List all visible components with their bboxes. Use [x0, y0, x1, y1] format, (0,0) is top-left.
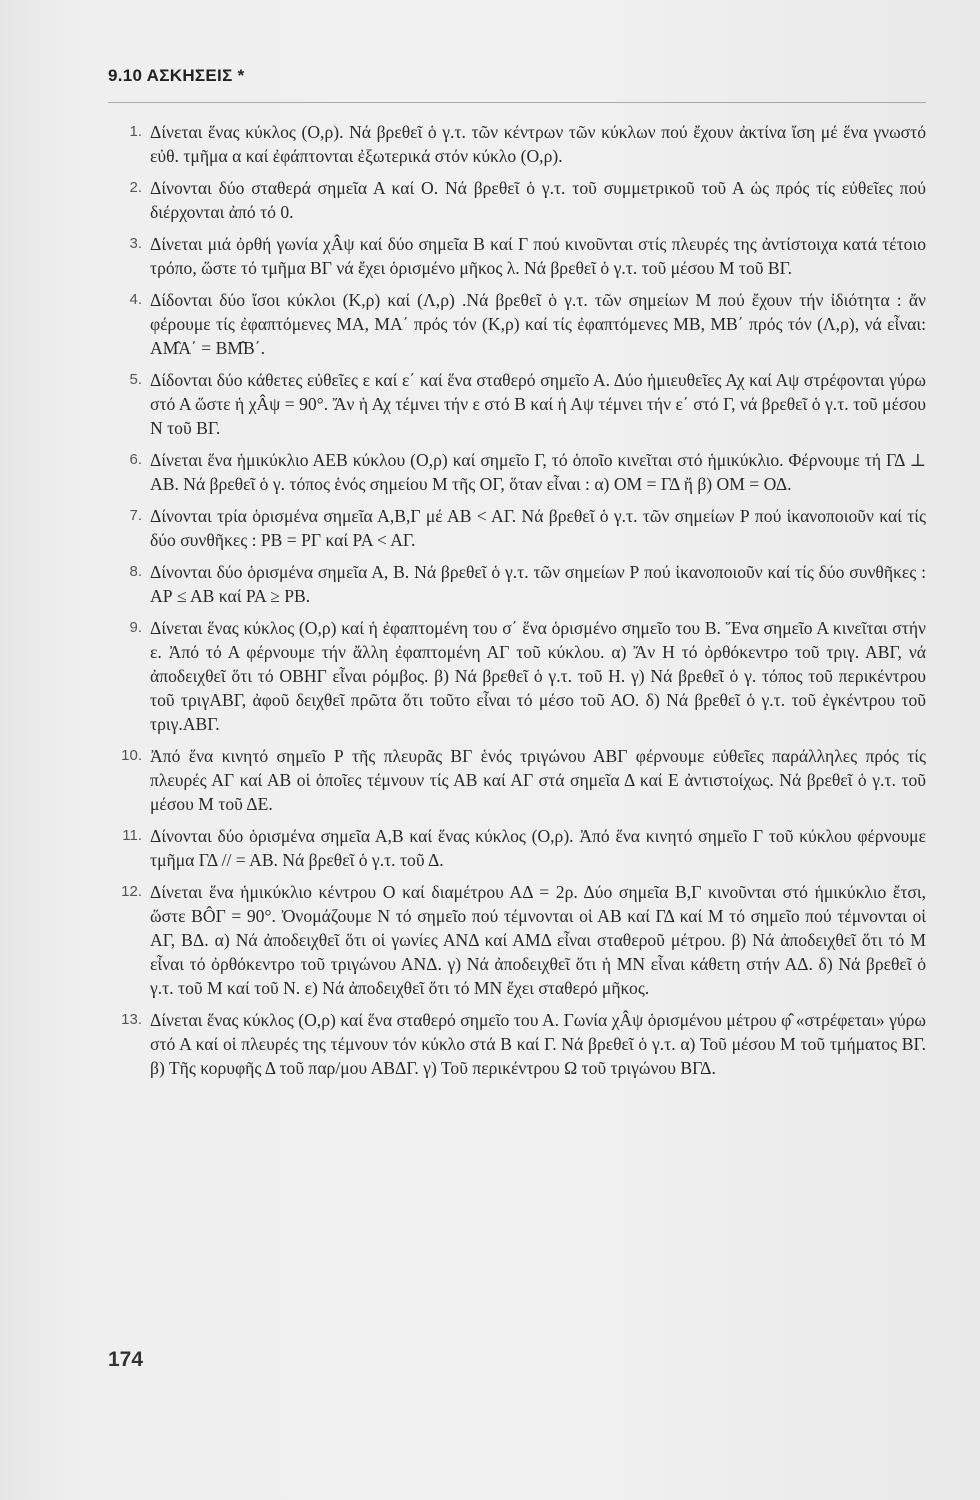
- exercise-item: [108, 120, 926, 168]
- page-number: 174: [108, 1348, 144, 1371]
- exercise-number: 8.: [129, 563, 142, 580]
- exercise-item: [108, 288, 926, 360]
- header-rule: [108, 102, 926, 103]
- exercise-text: Δίνονται δύο ὁρισμένα σημεῖα Α, Β. Νά βρεθεῖ ὁ γ.τ. τῶν σημείων Ρ πού ἱκανοποιοῦν καί τίς δύο συνθῆκες : ΑΡ ≤ ΑΒ καί ΡΑ ≥ ΡΒ.: [150, 562, 926, 606]
- exercise-number: 11.: [122, 827, 142, 844]
- exercise-text: Δίνεται ἕνας κύκλος (Ο,ρ). Νά βρεθεῖ ὁ γ.τ. τῶν κέντρων τῶν κύκλων πού ἔχουν ἀκτίνα ἴση μέ ἕνα γνωστό εὐθ. τμῆμα α καί ἐφάπτονται ἐξωτερικά στόν κύκλο (Ο,ρ).: [150, 122, 926, 166]
- exercise-text: Δίνεται ἕνα ἡμικύκλιο κέντρου Ο καί διαμέτρου ΑΔ = 2ρ. Δύο σημεῖα Β,Γ κινοῦνται στό ἡμικύκλιο ἔτσι, ὥστε ΒÔΓ = 90°. Ὀνομάζουμε Ν τό σημεῖο πού τέμνονται οἱ ΑΒ καί ΓΔ καί Μ τό σημεῖο πού τέμνονται οἱ ΑΓ, ΒΔ. α) Νά ἀποδειχθεῖ ὅτι οἱ γωνίες ΑΝΔ καί ΑΜΔ εἶναι σταθεροῦ μέτρου. β) Νά ἀποδειχθεῖ ὅτι τό Μ εἶναι τό ὀρθόκεντρο τοῦ τριγώνου ΑΝΔ. γ) Νά ἀποδειχθεῖ ὅτι ἡ ΜΝ εἶναι κάθετη στήν ΑΔ. δ) Νά βρεθεῖ ὁ γ.τ. τοῦ Μ καί τοῦ Ν. ε) Νά ἀποδειχθεῖ ὅτι τό ΜΝ ἔχει σταθερό μῆκος.: [150, 882, 926, 998]
- exercise-text: Δίνεται ἕνας κύκλος (Ο,ρ) καί ἡ ἐφαπτομένη του σ΄ ἕνα ὁρισμένο σημεῖο του Β. Ἕνα σημεῖο Α κινεῖται στήν ε. Ἀπό τό Α φέρνουμε τήν ἄλλη ἐφαπτομένη ΑΓ τοῦ κύκλου. α) Ἄν Η τό ὀρθόκεντρο τοῦ τριγ. ΑΒΓ, νά ἀποδειχθεῖ ὅτι τό ΟΒΗΓ εἶναι ρόμβος. β) Νά βρεθεῖ ὁ γ.τ. τοῦ Η. γ) Νά βρεθεῖ ὁ γ. τόπος τοῦ περικέντρου τοῦ τριγΑΒΓ, ἀφοῦ δειχθεῖ πρῶτα ὅτι τοῦτο εἶναι τό μέσο τοῦ ΑΟ. δ) Νά βρεθεῖ ὁ γ.τ. τοῦ ἐγκέντρου τοῦ τριγ.ΑΒΓ.: [150, 618, 926, 734]
- exercise-item: [108, 824, 926, 872]
- exercise-text: Δίνεται ἕνας κύκλος (Ο,ρ) καί ἕνα σταθερό σημεῖο του Α. Γωνία χÂψ ὁρισμένου μέτρου φ̂ «στρέφεται» γύρω στό Α καί οἱ πλευρές της τέμνουν τόν κύκλο στά Β καί Γ. Νά βρεθεῖ ὁ γ.τ. α) Τοῦ μέσου Μ τοῦ τμήματος ΒΓ. β) Τῆς κορυφῆς Δ τοῦ παρ/μου ΑΒΔΓ. γ) Τοῦ περικέντρου Ω τοῦ τριγώνου ΒΓΔ.: [150, 1010, 926, 1078]
- exercise-item: [108, 448, 926, 496]
- exercise-number: 6.: [129, 451, 142, 468]
- exercise-number: 10.: [121, 747, 142, 764]
- section-title: 9.10 ΑΣΚΗΣΕΙΣ *: [108, 66, 245, 85]
- exercise-number: 12.: [121, 883, 142, 900]
- exercise-number: 13.: [121, 1011, 142, 1028]
- exercise-text: Δίνεται μιά ὀρθή γωνία χÂψ καί δύο σημεῖα Β καί Γ πού κινοῦνται στίς πλευρές της ἀντίστοιχα κατά τέτοιο τρόπο, ὥστε τό τμῆμα ΒΓ νά ἔχει ὁρισμένο μῆκος λ. Νά βρεθεῖ ὁ γ.τ. τοῦ μέσου Μ τοῦ ΒΓ.: [150, 234, 926, 278]
- exercise-item: [108, 744, 926, 816]
- exercise-text: Ἀπό ἕνα κινητό σημεῖο Ρ τῆς πλευρᾶς ΒΓ ἑνός τριγώνου ΑΒΓ φέρνουμε εὐθεῖες παράλληλες πρός τίς πλευρές ΑΓ καί ΑΒ οἱ ὁποῖες τέμνουν τίς ΑΒ καί ΑΓ στά σημεῖα Δ καί Ε ἀντιστοίχως. Νά βρεθεῖ ὁ γ.τ. τοῦ μέσου Μ τοῦ ΔΕ.: [150, 746, 926, 814]
- exercise-list: [108, 120, 926, 1088]
- exercise-item: [108, 560, 926, 608]
- exercise-item: [108, 368, 926, 440]
- exercise-text: Δίνεται ἕνα ἡμικύκλιο ΑΕΒ κύκλου (Ο,ρ) καί σημεῖο Γ, τό ὁποῖο κινεῖται στό ἡμικύκλιο. Φέρνουμε τή ΓΔ ⊥ ΑΒ. Νά βρεθεῖ ὁ γ. τόπος ἑνός σημείου Μ τῆς ΟΓ, ὅταν εἶναι : α) ΟΜ = ΓΔ ἤ β) ΟΜ = ΟΔ.: [150, 450, 926, 494]
- exercise-item: [108, 176, 926, 224]
- exercise-number: 5.: [129, 371, 142, 388]
- exercise-item: [108, 616, 926, 736]
- exercise-text: Δίνονται τρία ὁρισμένα σημεῖα Α,Β,Γ μέ ΑΒ < ΑΓ. Νά βρεθεῖ ὁ γ.τ. τῶν σημείων Ρ πού ἱκανοποιοῦν καί τίς δύο συνθῆκες : ΡΒ = ΡΓ καί ΡΑ < ΑΓ.: [150, 506, 926, 550]
- exercise-number: 4.: [129, 291, 142, 308]
- exercise-item: [108, 880, 926, 1000]
- exercise-item: [108, 1008, 926, 1080]
- exercise-text: Δίνονται δύο σταθερά σημεῖα Α καί Ο. Νά βρεθεῖ ὁ γ.τ. τοῦ συμμετρικοῦ τοῦ Α ὡς πρός τίς εὐθεῖες πού διέρχονται ἀπό τό 0.: [150, 178, 926, 222]
- exercise-text: Δίδονται δύο κάθετες εὐθεῖες ε καί ε΄ καί ἕνα σταθερό σημεῖο Α. Δύο ἡμιευθεῖες Αχ καί Αψ στρέφονται γύρω στό Α ὥστε ἡ χÂψ = 90°. Ἄν ἡ Αχ τέμνει τήν ε στό Β καί ἡ Αψ τέμνει τήν ε΄ στό Γ, νά βρεθεῖ ὁ γ.τ. τοῦ μέσου Ν τοῦ ΒΓ.: [150, 370, 926, 438]
- exercise-text: Δίνονται δύο ὁρισμένα σημεῖα Α,Β καί ἕνας κύκλος (Ο,ρ). Ἀπό ἕνα κινητό σημεῖο Γ τοῦ κύκλου φέρνουμε τμῆμα ΓΔ // = ΑΒ. Νά βρεθεῖ ὁ γ.τ. τοῦ Δ.: [150, 826, 926, 870]
- exercise-number: 2.: [129, 179, 142, 196]
- exercise-number: 9.: [129, 619, 142, 636]
- exercise-item: [108, 232, 926, 280]
- exercise-number: 7.: [129, 507, 142, 524]
- exercise-number: 3.: [129, 235, 142, 252]
- exercise-number: 1.: [129, 123, 142, 140]
- exercise-item: [108, 504, 926, 552]
- exercise-text: Δίδονται δύο ἴσοι κύκλοι (Κ,ρ) καί (Λ,ρ) .Νά βρεθεῖ ὁ γ.τ. τῶν σημείων Μ πού ἔχουν τήν ἰδιότητα : ἄν φέρουμε τίς ἐφαπτόμενες ΜΑ, ΜΑ΄ πρός τόν (Κ,ρ) καί τίς ἐφαπτόμενες ΜΒ, ΜΒ΄ πρός τόν (Λ,ρ), νά εἶναι: ΑΜ̂Α΄ = ΒΜ̂Β΄.: [150, 290, 926, 358]
